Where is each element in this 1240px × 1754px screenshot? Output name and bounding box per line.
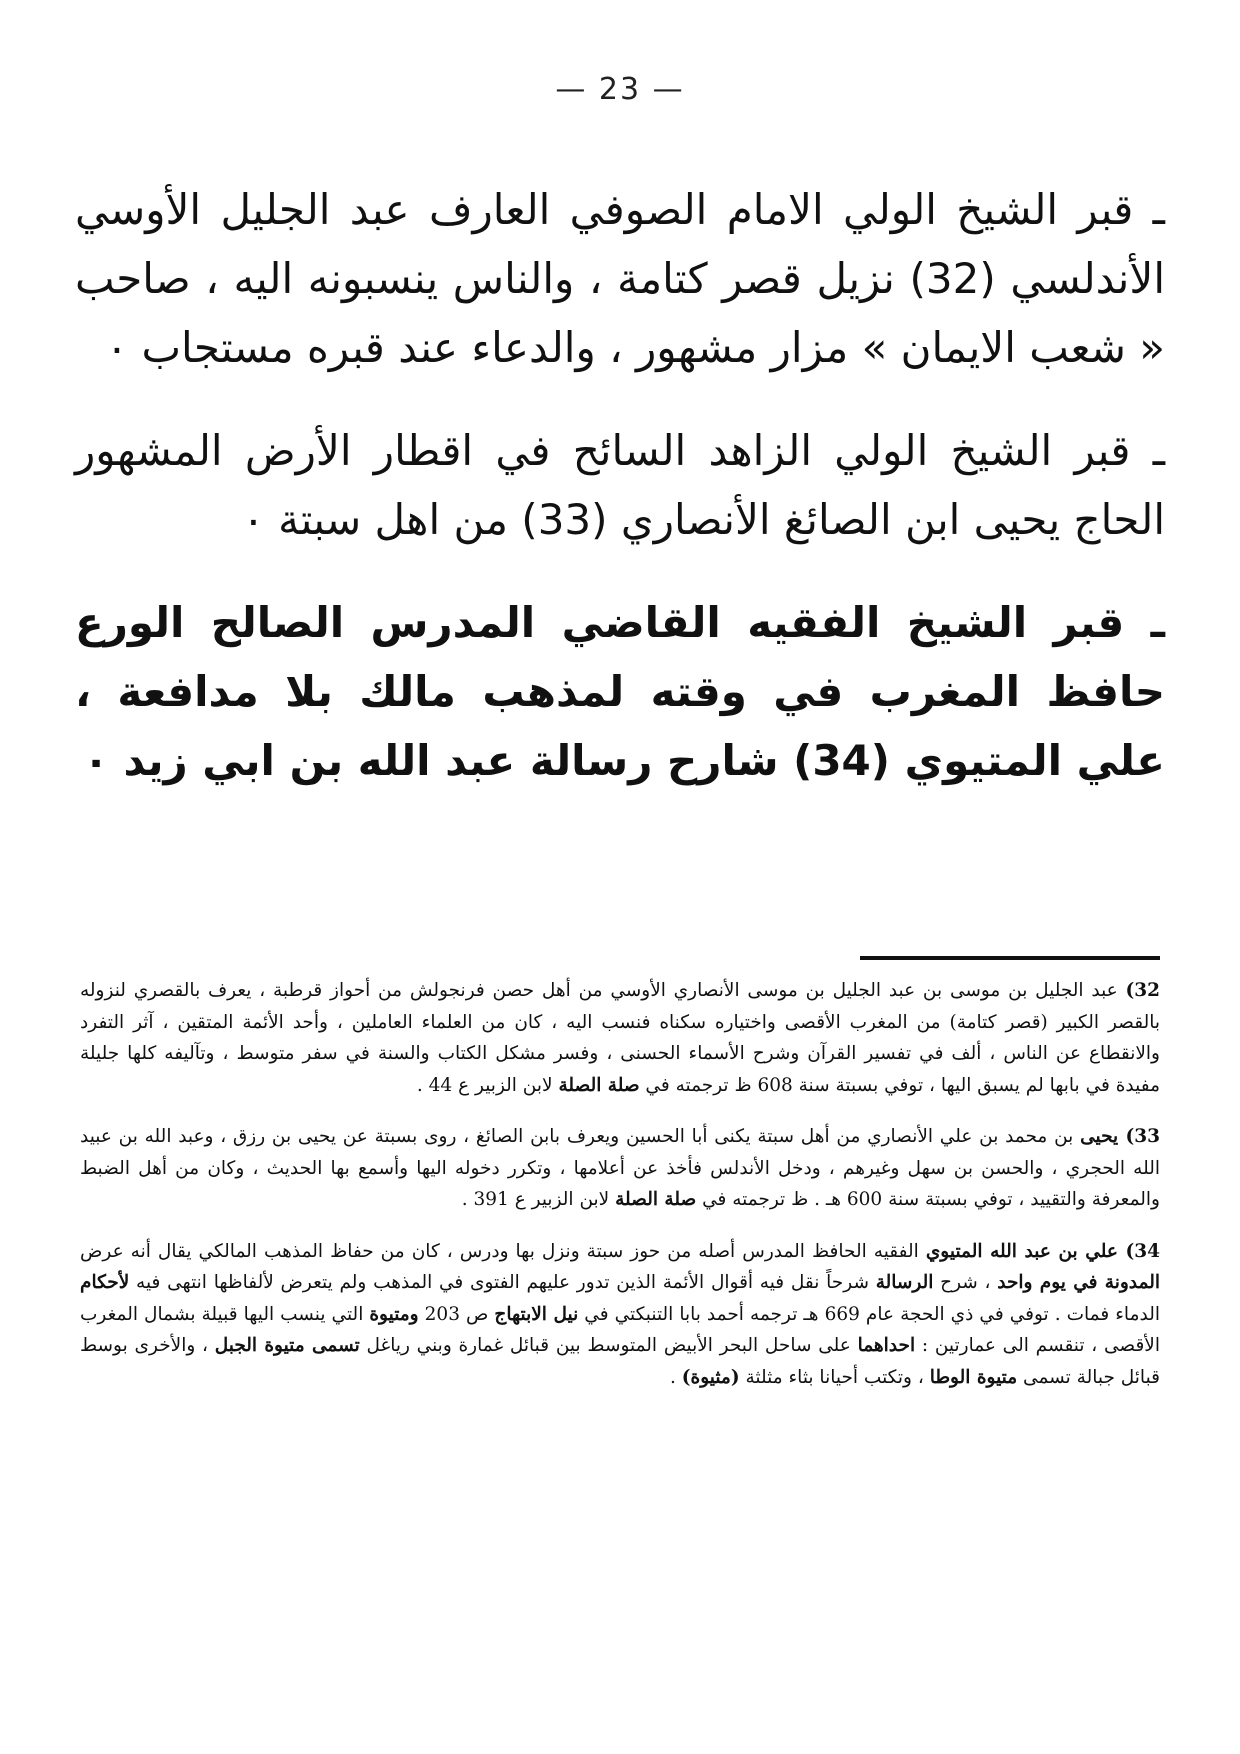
footnote-bold-run: احداهما — [857, 1335, 916, 1356]
footnote-text-run: ، والأخرى بوسط قبائل جبالة تسمى — [80, 1335, 1160, 1388]
footnote-text-run: لابن الزبير ع 44 . — [416, 1074, 559, 1096]
footnote-bold-run: ومتيوة — [369, 1303, 419, 1325]
footnote-text-run: ، شرح — [933, 1272, 998, 1293]
footnote-34 — [80, 1236, 1160, 1394]
paragraph-tomb-ali-al-mutiwi: ـ قبر الشيخ الفقيه القاضي المدرس الصالح الورع حافظ المغرب في وقته لمذهب مالك بلا مدافعة ، علي المتيوي (34) شارح رسالة عبد الله بن ابي زيد ٠ — [75, 598, 1165, 785]
footnote-number: 32) — [1125, 980, 1160, 1001]
footnote-bold-run: صلة الصلة — [615, 1189, 697, 1210]
footnote-bold-run: الرسالة — [875, 1272, 934, 1293]
footnote-text-run: عبد الجليل بن موسى بن عبد الجليل بن موسى الأنصاري الأوسي من أهل حصن فرنجولش من أحواز قرطبة ، يعرف بالقصري لنزوله بالقصر الكبير (قصر كتامة) من المغرب الأقصى واختياره سكناه فنسب اليه ، كان من العلماء العاملين ، وأحد الأئمة المتقين ، آثر التفرد والانقطاع عن الناس ، ألف في تفسير القرآن وشرح الأسماء الحسنى ، وفسر مشكل الكتاب والسنة في سفر متوسط ، وتآليفه كلها جليلة مفيدة في بابها لم يسبق اليها ، توفي بسبتة سنة 608 ظ ترجمته في — [80, 980, 1160, 1096]
footnote-text — [80, 1126, 1160, 1210]
footnote-text — [80, 1241, 1160, 1388]
footnote-bold-run: تسمى متيوة الجبل — [214, 1335, 360, 1356]
footnote-bold-run: المدونة في يوم واحد — [997, 1272, 1160, 1293]
footnote-text-run: على ساحل البحر الأبيض المتوسط بين قبائل غمارة وبني رياغل — [359, 1335, 858, 1356]
footnote-32 — [80, 975, 1160, 1101]
footnote-bold-run: (مثيوة) — [681, 1366, 740, 1388]
footnote-text-run: الدماء فمات . توفي في ذي الحجة عام 669 هـ ترجمه أحمد بابا التنبكتي في — [578, 1303, 1160, 1325]
footnote-text-run: التي ينسب اليها قبيلة بشمال المغرب الأقصى ، تنقسم الى عمارتين : — [80, 1303, 1160, 1356]
footnote-text-run: ، وتكتب أحيانا بثاء مثلثة — [739, 1366, 930, 1388]
footnote-text-run: . — [670, 1366, 682, 1388]
footnote-text — [80, 980, 1160, 1096]
footnote-bold-run: صلة الصلة — [558, 1074, 640, 1096]
footnote-text-run: بن محمد بن علي الأنصاري من أهل سبتة يكنى أبا الحسين ويعرف بابن الصائغ ، روى بسبتة عن يحيى بن رزق ، وعبد الله بن عبيد الله الحجري ، والحسن بن سهل وغيرهم ، ودخل الأندلس فأخذ عن أعلامها ، وتكرر دخوله اليها وأسمع بها الحديث ، وكان من أهل الضبط والمعرفة والتقييد ، توفي بسبتة سنة 600 هـ . ظ ترجمته في — [80, 1126, 1160, 1210]
footnote-33 — [80, 1121, 1160, 1216]
main-text — [75, 175, 1165, 829]
page-number: — 23 — — [555, 72, 685, 107]
footnote-number: 34) — [1125, 1240, 1160, 1262]
footnote-separator — [860, 956, 1160, 960]
footnote-bold-run: علي بن عبد الله المتيوي — [925, 1240, 1126, 1262]
footnote-bold-run: متيوة الوطا — [929, 1366, 1018, 1388]
footnote-number: 33) — [1125, 1126, 1160, 1147]
footnote-text-run: شرحاً نقل فيه أقوال الأئمة الذين تدور عليهم الفتوى في المذهب ولم يتعرض لألفاظها انتهى فيه — [129, 1272, 876, 1293]
paragraph-tomb-yahya-ibn-al-saigh: ـ قبر الشيخ الولي الزاهد السائح في اقطار الأرض المشهور الحاج يحيى ابن الصائغ الأنصاري (33) من اهل سبتة ٠ — [75, 426, 1165, 544]
paragraph-tomb-abd-al-jalil: ـ قبر الشيخ الولي الامام الصوفي العارف عبد الجليل الأوسي الأندلسي (32) نزيل قصر كتامة ، والناس ينسبونه اليه ، صاحب « شعب الايمان » مزار مشهور ، والدعاء عند قبره مستجاب ٠ — [75, 185, 1165, 372]
footnotes — [80, 975, 1160, 1413]
footnote-text-run: لابن الزبير ع 391 . — [461, 1189, 616, 1210]
footnote-text-run: الفقيه الحافظ المدرس أصله من حوز سبتة ونزل بها ودرس ، كان من حفاظ المذهب المالكي يقال أنه عرض — [80, 1240, 926, 1262]
footnote-text-run: ص 203 — [418, 1303, 495, 1325]
footnote-bold-run: نيل الابتهاج — [494, 1303, 579, 1325]
footnote-bold-run: لأحكام — [80, 1272, 130, 1293]
footnote-bold-run: يحيى — [1080, 1126, 1126, 1147]
